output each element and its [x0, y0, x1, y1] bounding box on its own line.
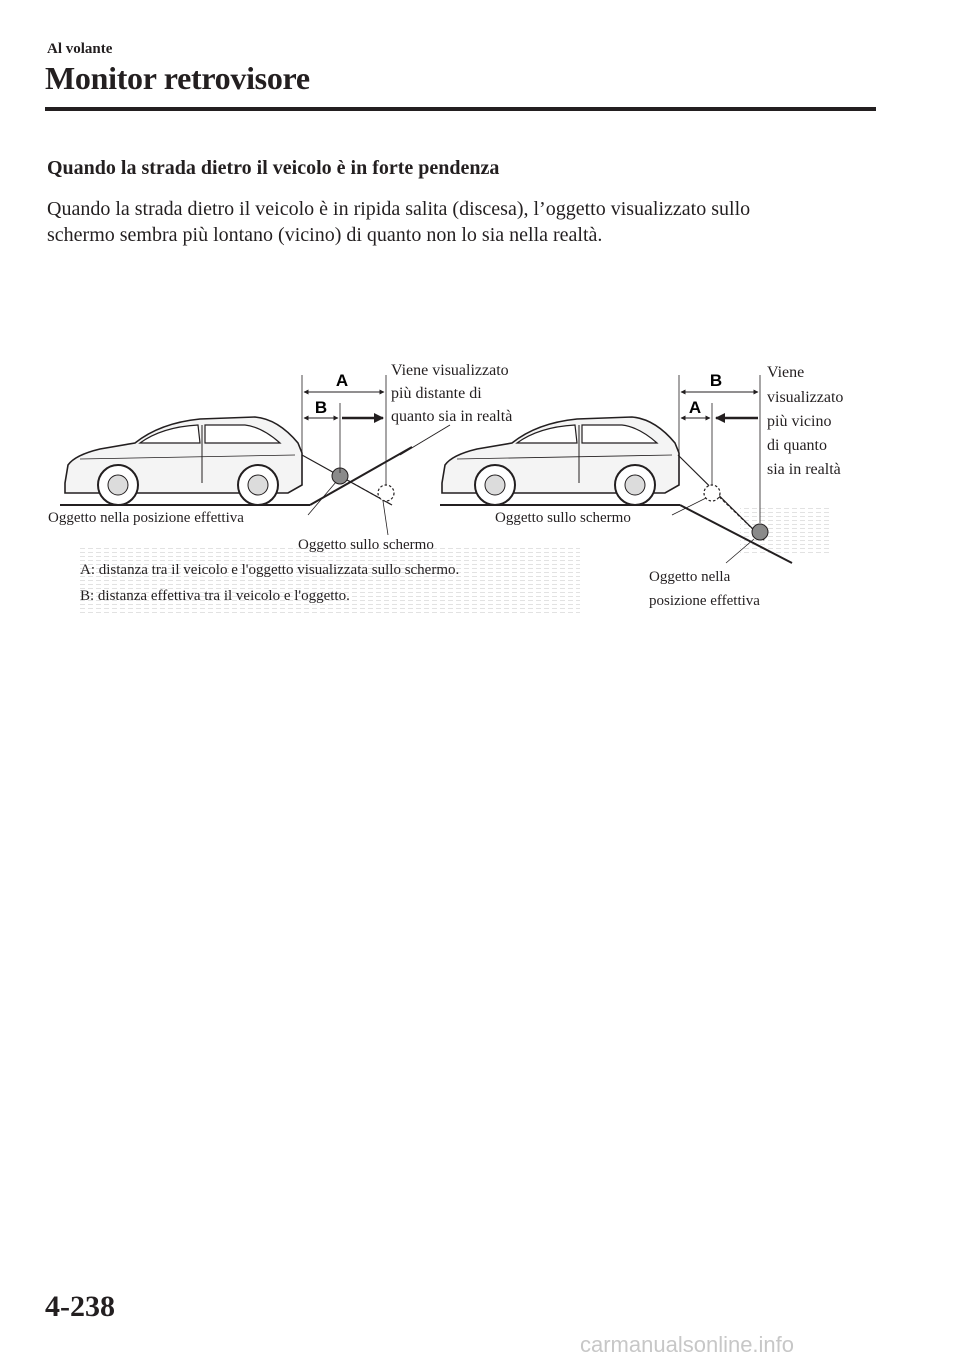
left-dimension-b: B — [314, 398, 328, 417]
right-screen-object — [704, 485, 720, 501]
right-screen-leader — [672, 498, 706, 515]
right-actual-object — [752, 524, 768, 540]
right-dimension-a: A — [688, 398, 702, 417]
left-callout-leader — [400, 425, 450, 455]
page-number: 4-238 — [45, 1290, 115, 1323]
legend-b: B: distanza effettiva tra il veicolo e l'oggetto. — [80, 588, 350, 604]
legend-a: A: distanza tra il veicolo e l'oggetto visualizzata sullo schermo. — [80, 562, 460, 578]
subheading: Quando la strada dietro il veicolo è in forte pendenza — [47, 157, 500, 179]
left-car — [65, 417, 302, 505]
right-car — [442, 417, 679, 505]
paragraph-line-2: schermo sembra più lontano (vicino) di quanto non lo sia nella realtà. — [47, 224, 603, 246]
right-dimension-b: B — [709, 371, 723, 390]
left-screen-object — [378, 485, 394, 501]
title-rule — [45, 107, 876, 111]
right-actual-label: Oggetto nella posizione effettiva — [649, 569, 760, 609]
left-screen-label: Oggetto sullo schermo — [298, 537, 434, 553]
section-label: Al volante — [47, 41, 113, 57]
paragraph-line-1: Quando la strada dietro il veicolo è in ripida salita (discesa), l’oggetto visualizzato sullo — [47, 198, 751, 220]
left-uphill-slope — [310, 447, 412, 505]
left-callout: Viene visualizzato più distante di quanto sia in realtà — [391, 362, 513, 425]
right-screen-label: Oggetto sullo schermo — [495, 510, 631, 526]
left-actual-label: Oggetto nella posizione effettiva — [48, 510, 244, 526]
watermark: carmanualsonline.info — [580, 1332, 795, 1357]
print-through-shading — [80, 545, 580, 615]
left-screen-leader — [383, 501, 388, 535]
body-paragraph — [47, 196, 877, 248]
left-dimension-a: A — [335, 371, 349, 390]
page-title: Monitor retrovisore — [45, 60, 310, 96]
slope-diagram — [40, 355, 880, 625]
right-callout: Viene visualizzato più vicino di quanto sia in realtà — [767, 364, 844, 478]
left-actual-leader — [308, 482, 336, 515]
